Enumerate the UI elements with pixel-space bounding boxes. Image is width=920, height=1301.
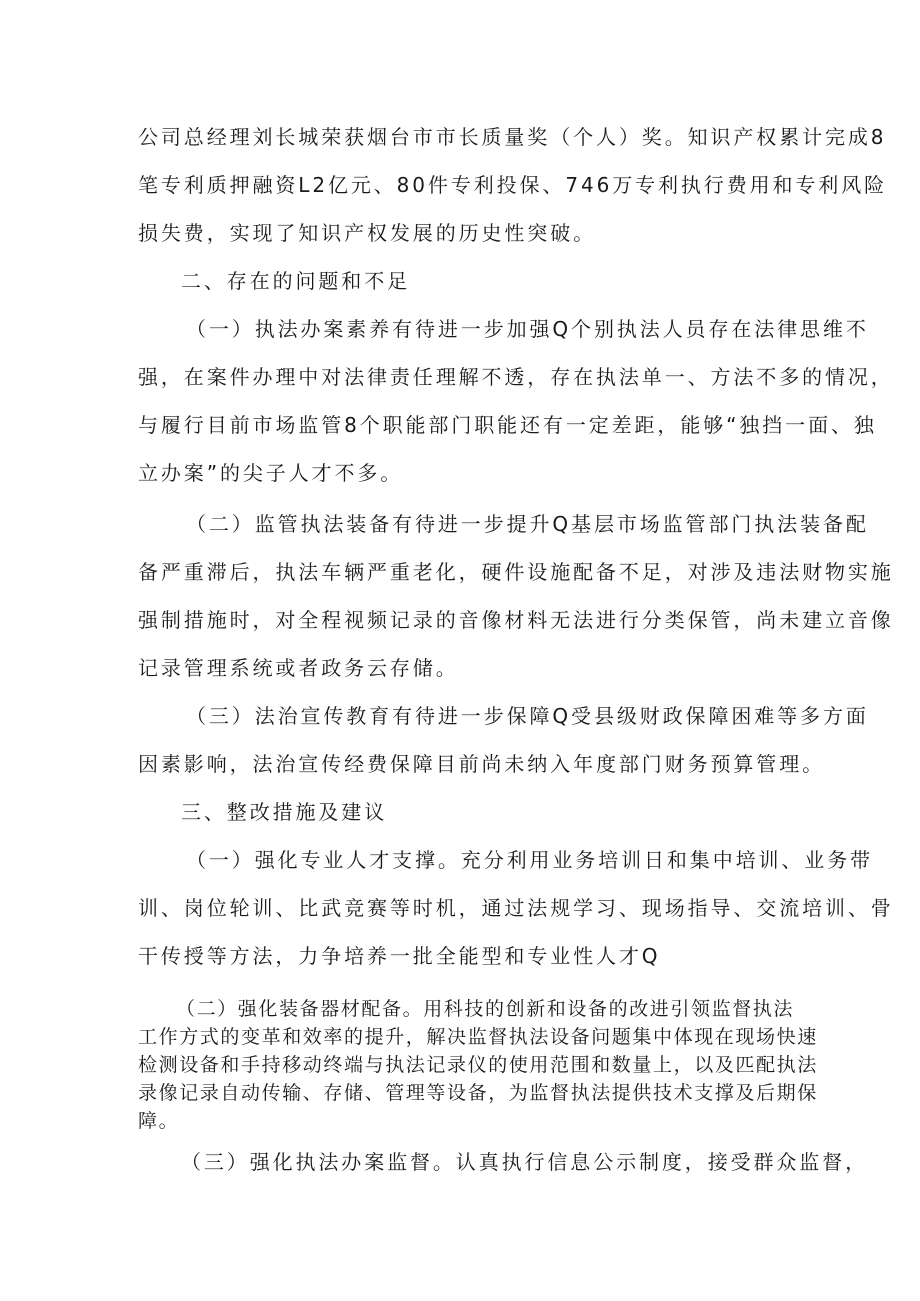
- text-line: 与履行目前市场监管8个职能部门职能还有一定差距，能够“独挡一面、独: [138, 413, 877, 437]
- text-line: 立办案”的尖子人才不多。: [138, 461, 404, 485]
- text-line: 检测设备和手持移动终端与执法记录仪的使用范围和数量上，以及匹配执法: [138, 1054, 818, 1076]
- text-line: 强制措施时，对全程视频记录的音像材料无法进行分类保管，尚未建立音像: [138, 608, 894, 632]
- section-heading: 二、存在的问题和不足: [181, 269, 410, 293]
- text-line: 笔专利质押融资L2亿元、80件专利投保、746万专利执行费用和专利风险: [138, 173, 887, 197]
- text-line: 公司总经理刘长城荣获烟台市市长质量奖（个人）奖。知识产权累计完成8: [138, 125, 887, 149]
- text-line: （一）执法办案素养有待进一步加强Q个别执法人员存在法律思维不: [186, 317, 869, 341]
- text-line: （二）强化装备器材配备。用科技的创新和设备的改进引领监督执法: [176, 998, 795, 1020]
- text-line: （二）监管执法装备有待进一步提升Q基层市场监管部门执法装备配: [186, 512, 869, 536]
- text-line: 障。: [138, 1110, 180, 1132]
- text-line: （三）法治宣传教育有待进一步保障Q受县级财政保障困难等多方面: [186, 704, 869, 728]
- text-line: 损失费，实现了知识产权发展的历史性突破。: [138, 221, 596, 245]
- text-line: （三）强化执法办案监督。认真执行信息公示制度，接受群众监督，: [181, 1150, 868, 1174]
- text-line: 训、岗位轮训、比武竞赛等时机，通过法规学习、现场指导、交流培训、骨: [138, 896, 894, 920]
- text-line: 记录管理系统或者政务云存储。: [138, 656, 459, 680]
- text-line: 工作方式的变革和效率的提升，解决监督执法设备问题集中体现在现场快速: [138, 1026, 818, 1048]
- text-line: 录像记录自动传输、存储、管理等设备，为监督执法提供技术支撑及后期保: [138, 1082, 818, 1104]
- text-line: 备严重滞后，执法车辆严重老化，硬件设施配备不足，对涉及违法财物实施: [138, 560, 894, 584]
- text-line: 干传授等方法，力争培养一批全能型和专业性人才Q: [138, 944, 661, 968]
- text-line: （一）强化专业人才支撑。充分利用业务培训日和集中培训、业务带: [186, 848, 873, 872]
- text-line: 强，在案件办理中对法律责任理解不透，存在执法单一、方法不多的情况，: [138, 365, 894, 389]
- text-line: 因素影响，法治宣传经费保障目前尚未纳入年度部门财务预算管理。: [138, 752, 825, 776]
- section-heading: 三、整改措施及建议: [181, 800, 388, 824]
